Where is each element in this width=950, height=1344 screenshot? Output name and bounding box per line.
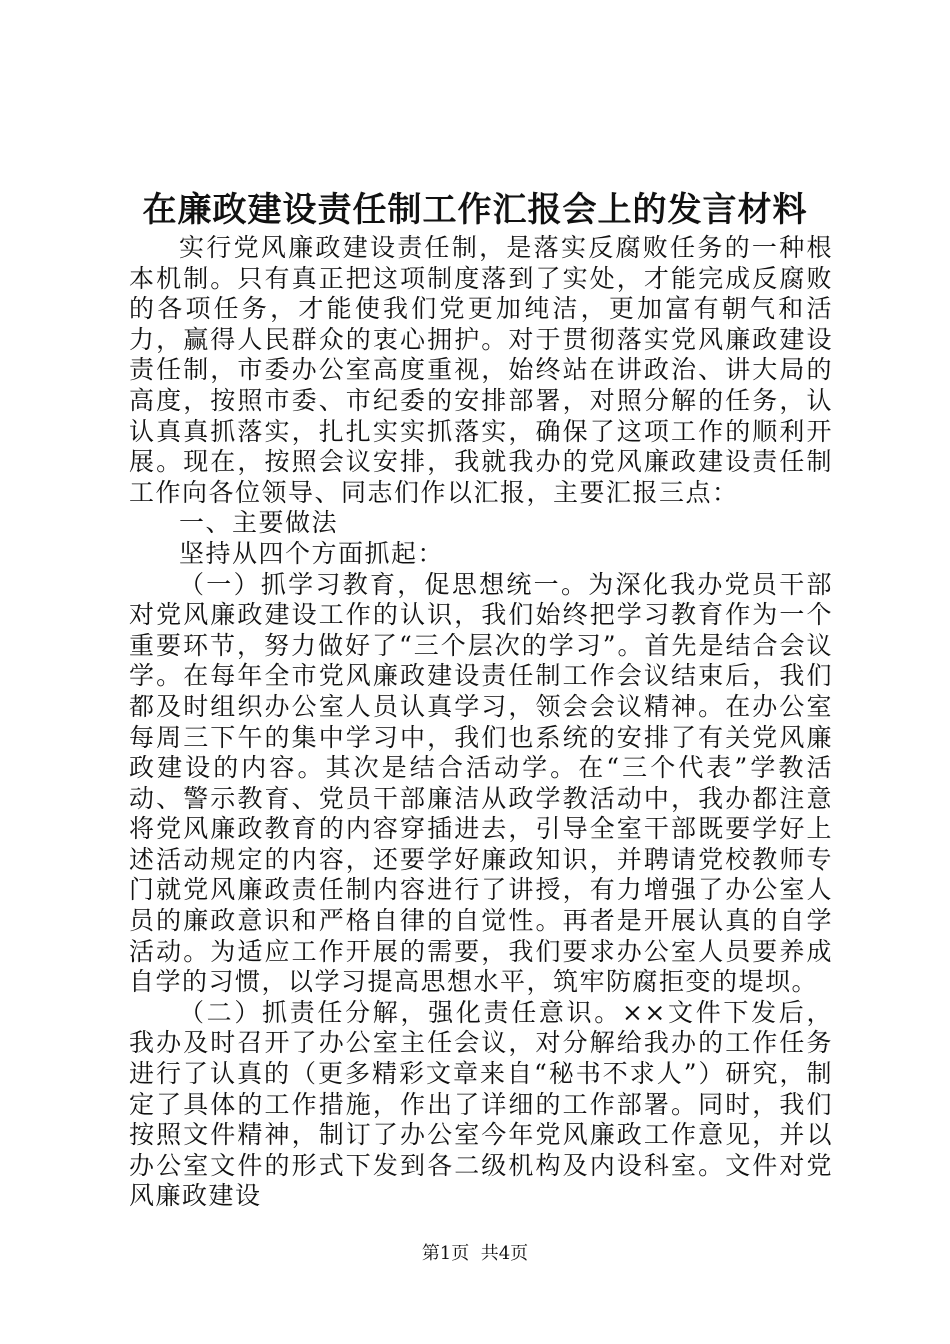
page-number-footer: 第1页 共4页 bbox=[421, 1243, 529, 1264]
document-title: 在廉政建设责任制工作汇报会上的发言材料 bbox=[142, 190, 808, 230]
body-paragraph: （一）抓学习教育，促思想统一。为深化我办党员干部对党风廉政建设工作的认识，我们始终把学习教育作为一个重要环节，努力做好了“三个层次的学习”。首先是结合会议学。在每年全市党风廉政建设责任制工作会议结束后，我们都及时组织办公室人员认真学习，领会会议精神。在办公室每周三下午的集中学习中，我们也系统的安排了有关党风廉政建设的内容。其次是结合活动学。在“三个代表”学教活动、警示教育、党员干部廉洁从政学教活动中，我办都注意将党风廉政教育的内容穿插进去，引导全室干部既要学好上述活动规定的内容，还要学好廉政知识，并聘请党校教师专门就党风廉政责任制内容进行了讲授，有力增强了办公室人员的廉政意识和严格自律的自觉性。再者是开展认真的自学活动。为适应工作开展的需要，我们要求办公室人员要养成自学的习惯，以学习提高思想水平，筑牢防腐拒变的堤坝。 bbox=[129, 569, 833, 997]
body-paragraph: 坚持从四个方面抓起： bbox=[179, 538, 445, 568]
document-body bbox=[129, 233, 833, 1212]
section-heading: 一、主要做法 bbox=[179, 508, 339, 538]
body-paragraph: 实行党风廉政建设责任制，是落实反腐败任务的一种根本机制。只有真正把这项制度落到了实处，才能完成反腐败的各项任务，才能使我们党更加纯洁，更加富有朝气和活力，赢得人民群众的衷心拥护。对于贯彻落实党风廉政建设责任制，市委办公室高度重视，始终站在讲政治、讲大局的高度，按照市委、市纪委的安排部署，对照分解的任务，认认真真抓落实，扎扎实实抓落实，确保了这项工作的顺利开展。现在，按照会议安排，我就我办的党风廉政建设责任制工作向各位领导、同志们作以汇报，主要汇报三点： bbox=[129, 233, 833, 507]
body-paragraph: （二）抓责任分解，强化责任意识。××文件下发后，我办及时召开了办公室主任会议，对分解给我办的工作任务进行了认真的（更多精彩文章来自“秘书不求人”）研究，制定了具体的工作措施，作出了详细的工作部署。同时，我们按照文件精神，制订了办公室今年党风廉政工作意见，并以办公室文件的形式下发到各二级机构及内设科室。文件对党风廉政建设 bbox=[129, 997, 833, 1211]
